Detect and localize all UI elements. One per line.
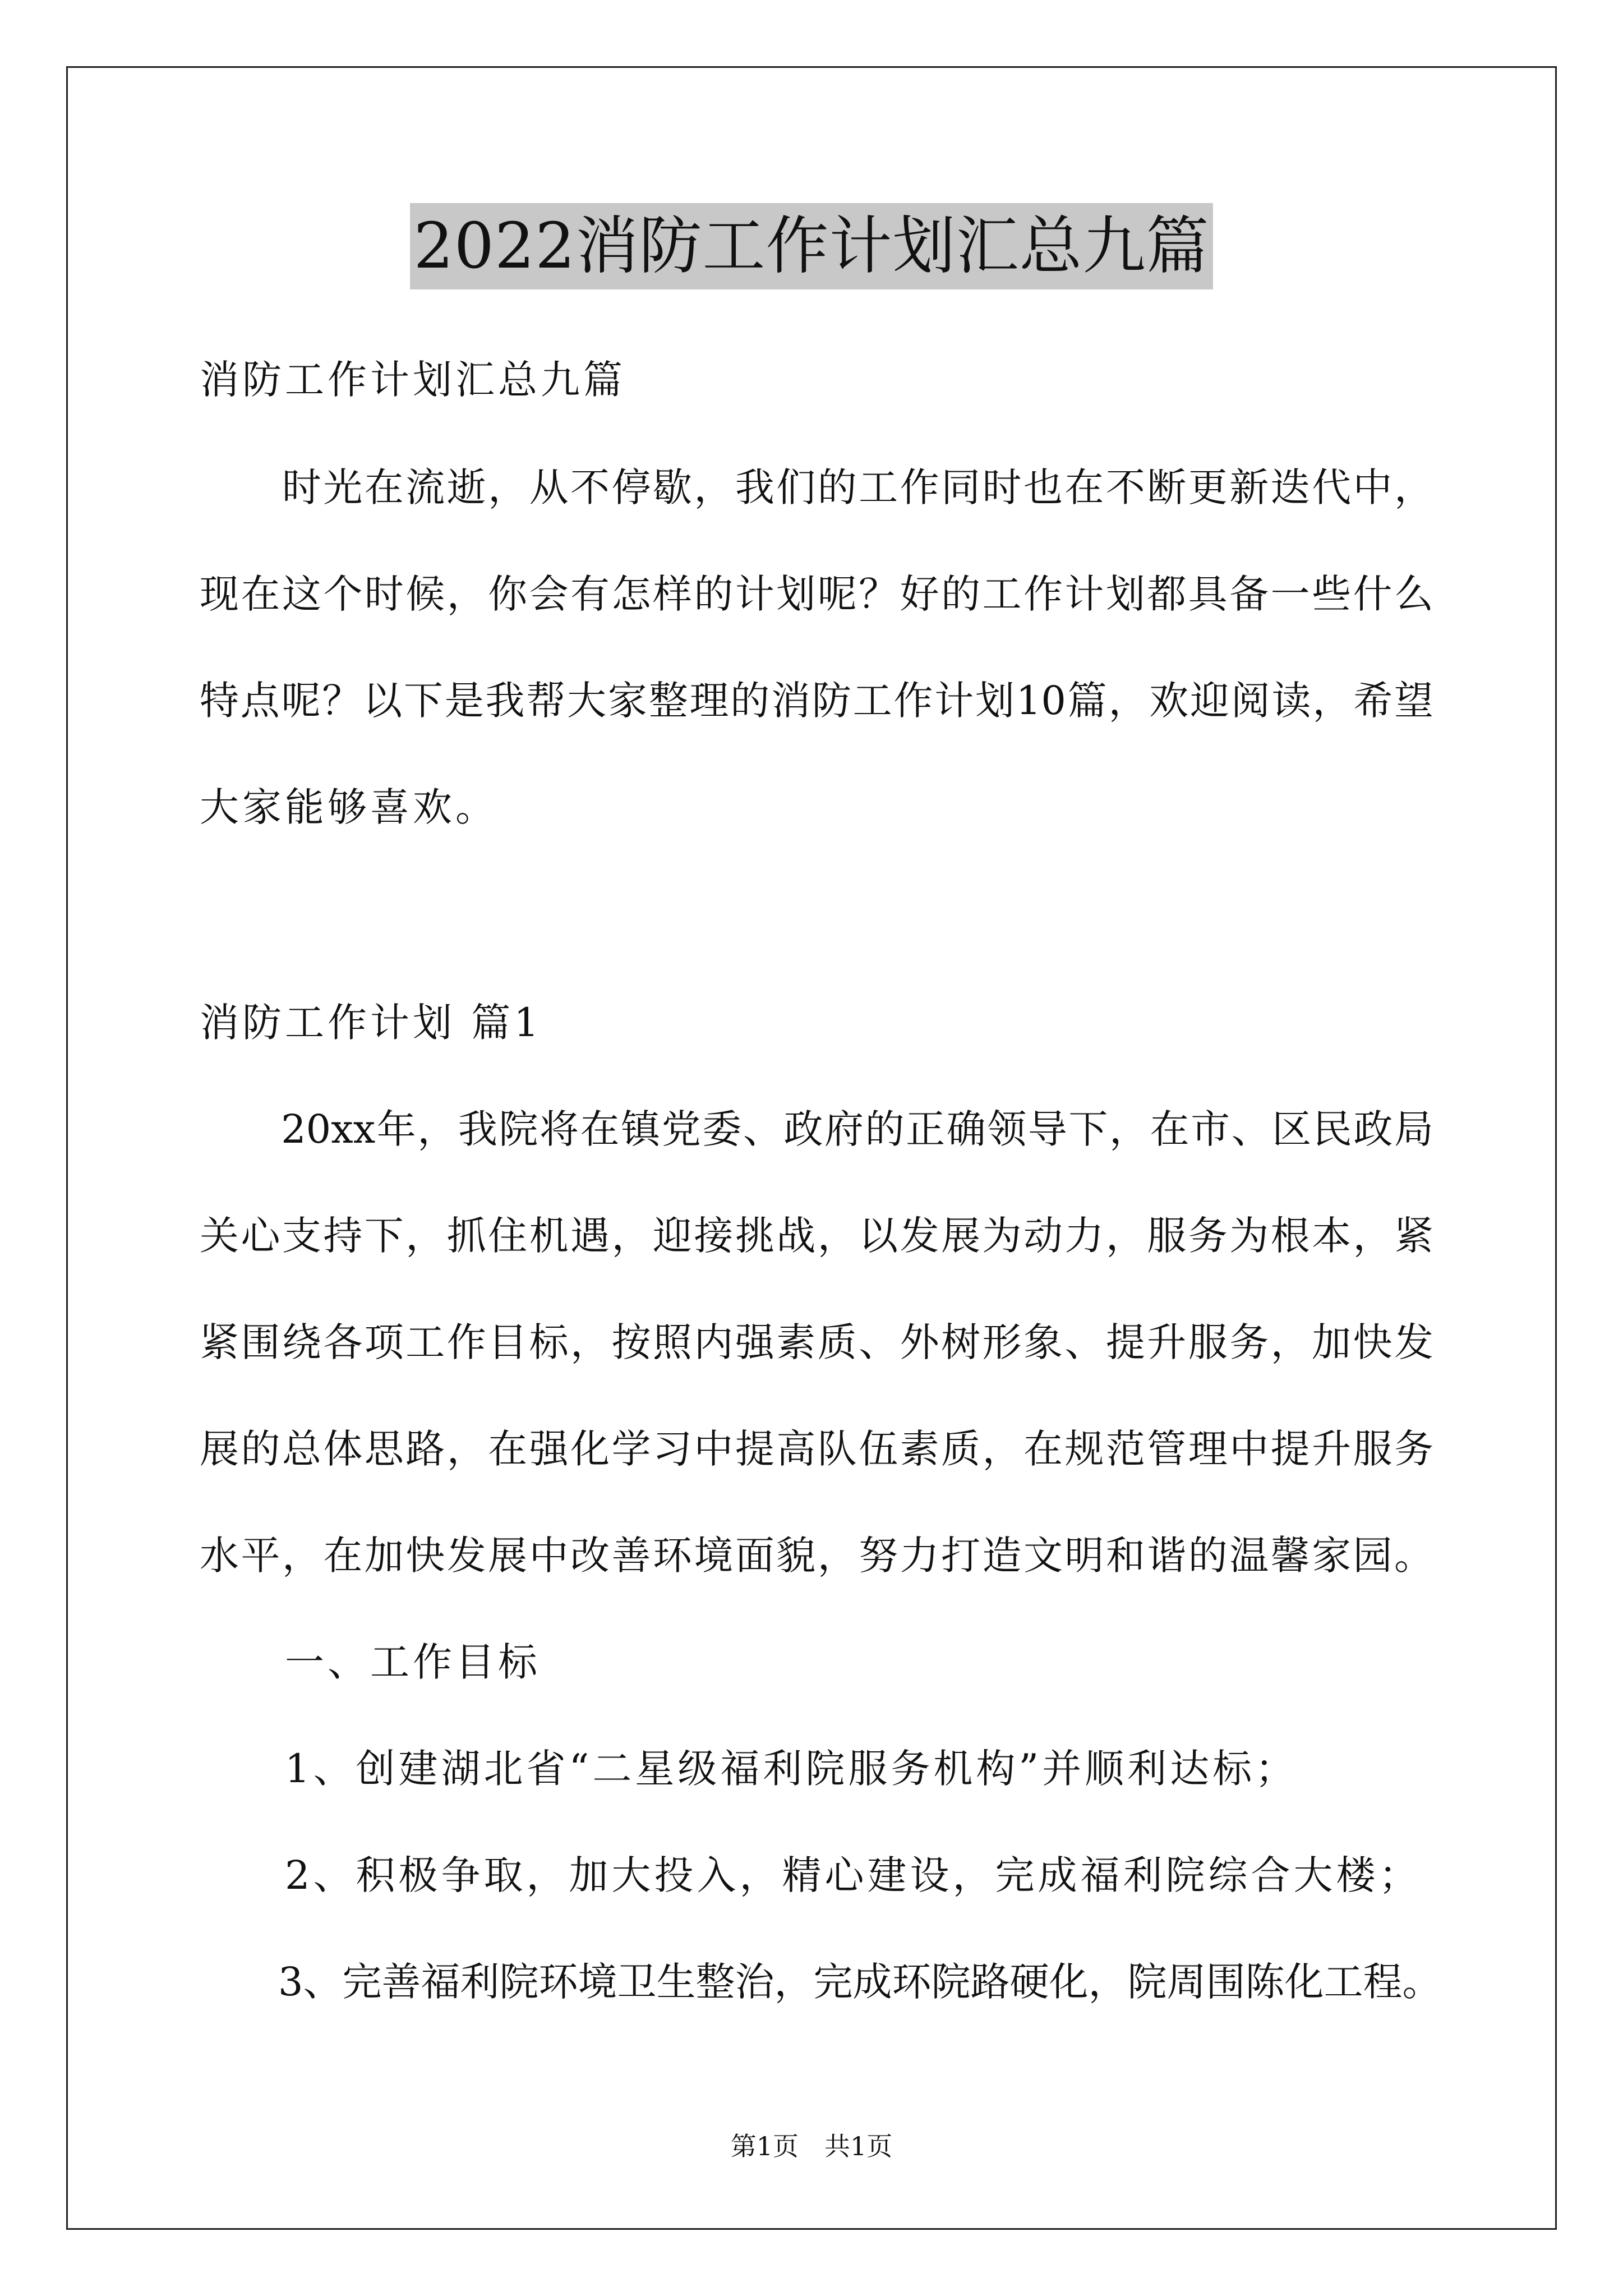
- intro-line: 时光在流逝，从不停歇，我们的工作同时也在不断更新迭代中，: [200, 464, 1433, 510]
- goal-item: 1、创建湖北省“二星级福利院服务机构”并顺利达标；: [200, 1746, 1298, 1792]
- goals-heading: 一、工作目标: [200, 1639, 541, 1685]
- intro-line: 大家能够喜欢。: [200, 784, 498, 830]
- intro-line: 现在这个时候，你会有怎样的计划呢？好的工作计划都具备一些什么: [200, 571, 1433, 617]
- intro-line: 特点呢？以下是我帮大家整理的消防工作计划10篇，欢迎阅读，希望: [200, 678, 1433, 724]
- section-body-line: 水平，在加快发展中改善环境面貌，努力打造文明和谐的温馨家园。: [200, 1533, 1433, 1579]
- section-body-line: 20xx年，我院将在镇党委、政府的正确领导下，在市、区民政局: [200, 1106, 1433, 1152]
- document-subtitle: 消防工作计划汇总九篇: [200, 357, 626, 403]
- section-body-line: 紧围绕各项工作目标，按照内强素质、外树形象、提升服务，加快发: [200, 1319, 1433, 1365]
- section-body-line: 展的总体思路，在强化学习中提高队伍素质，在规范管理中提升服务: [200, 1426, 1433, 1472]
- goal-item: 2、积极争取，加大投入，精心建设，完成福利院综合大楼；: [200, 1852, 1422, 1898]
- section-body-line: 关心支持下，抓住机遇，迎接挑战，以发展为动力，服务为根本，紧: [200, 1213, 1433, 1259]
- page-footer: 第1页 共1页: [730, 2131, 893, 2161]
- goal-item: 3、完善福利院环境卫生整治，完成环院路硬化，院周围陈化工程。: [200, 1959, 1442, 2005]
- section-heading: 消防工作计划 篇1: [200, 1000, 542, 1046]
- title-container: [0, 203, 1623, 289]
- document-title: 2022消防工作计划汇总九篇: [410, 203, 1212, 289]
